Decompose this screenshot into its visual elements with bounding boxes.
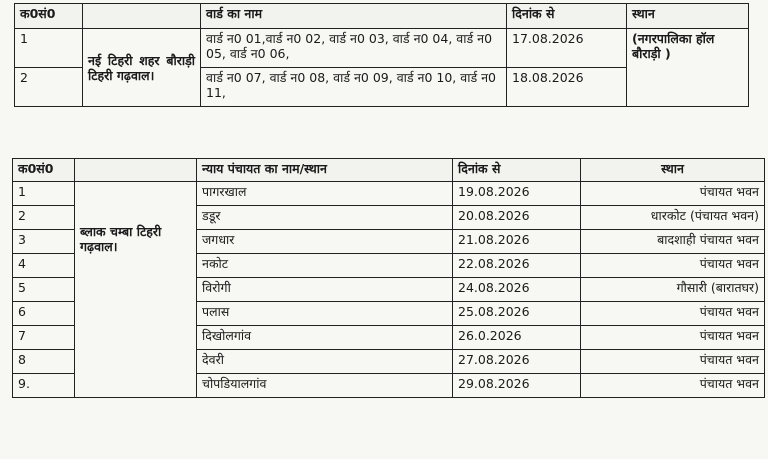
col-header-block	[75, 159, 197, 182]
panchayat-name: चोपडियालगांव	[197, 374, 453, 398]
table-header-row	[15, 4, 749, 29]
place-name: नई टिहरी शहर बौराड़ी टिहरी गढ़वाल।	[83, 29, 201, 107]
ward-names: वार्ड न0 07, वार्ड न0 08, वार्ड न0 09, वार्ड न0 10, वार्ड न0 11,	[201, 68, 507, 107]
date-from: 24.08.2026	[453, 278, 581, 302]
serial-number: 4	[13, 254, 75, 278]
col-header-date: दिनांक से	[453, 159, 581, 182]
serial-number: 6	[13, 302, 75, 326]
venue-name: पंचायत भवन	[581, 374, 765, 398]
serial-number: 7	[13, 326, 75, 350]
serial-number: 1	[13, 182, 75, 206]
date-from: 27.08.2026	[453, 350, 581, 374]
date-from: 22.08.2026	[453, 254, 581, 278]
ward-schedule-table	[14, 3, 749, 107]
date-from: 18.08.2026	[507, 68, 627, 107]
col-header-place	[83, 4, 201, 29]
serial-number: 8	[13, 350, 75, 374]
col-header-ward: वार्ड का नाम	[201, 4, 507, 29]
date-from: 26.0.2026	[453, 326, 581, 350]
col-header-panchayat: न्याय पंचायत का नाम/स्थान	[197, 159, 453, 182]
nyay-panchayat-schedule-table	[12, 158, 765, 398]
col-header-date: दिनांक से	[507, 4, 627, 29]
panchayat-name: पलास	[197, 302, 453, 326]
date-from: 21.08.2026	[453, 230, 581, 254]
venue-name: पंचायत भवन	[581, 326, 765, 350]
serial-number: 1	[15, 29, 83, 68]
venue-name: पंचायत भवन	[581, 302, 765, 326]
panchayat-name: देवरी	[197, 350, 453, 374]
col-header-venue: स्थान	[581, 159, 765, 182]
date-from: 17.08.2026	[507, 29, 627, 68]
venue-name: बादशाही पंचायत भवन	[581, 230, 765, 254]
col-header-sn: क0सं0	[13, 159, 75, 182]
serial-number: 5	[13, 278, 75, 302]
panchayat-name: पागरखाल	[197, 182, 453, 206]
block-name: ब्लाक चम्बा टिहरी गढ़वाल।	[75, 182, 197, 398]
venue-name: पंचायत भवन	[581, 182, 765, 206]
serial-number: 3	[13, 230, 75, 254]
venue-name: पंचायत भवन	[581, 350, 765, 374]
panchayat-name: विरोगी	[197, 278, 453, 302]
venue-name: धारकोट (पंचायत भवन)	[581, 206, 765, 230]
table-header-row	[13, 159, 765, 182]
venue-name: (नगरपालिका हॉल बौराड़ी )	[627, 29, 749, 107]
ward-names: वार्ड न0 01,वार्ड न0 02, वार्ड न0 03, वार्ड न0 04, वार्ड न0 05, वार्ड न0 06,	[201, 29, 507, 68]
serial-number: 2	[15, 68, 83, 107]
date-from: 29.08.2026	[453, 374, 581, 398]
panchayat-name: जगधार	[197, 230, 453, 254]
serial-number: 9.	[13, 374, 75, 398]
col-header-venue: स्थान	[627, 4, 749, 29]
table-row	[15, 29, 749, 68]
venue-name: पंचायत भवन	[581, 254, 765, 278]
panchayat-name: डडूर	[197, 206, 453, 230]
date-from: 20.08.2026	[453, 206, 581, 230]
serial-number: 2	[13, 206, 75, 230]
date-from: 25.08.2026	[453, 302, 581, 326]
date-from: 19.08.2026	[453, 182, 581, 206]
panchayat-name: नकोट	[197, 254, 453, 278]
panchayat-name: दिखोलगांव	[197, 326, 453, 350]
table-row	[13, 182, 765, 206]
venue-name: गौसारी (बारातघर)	[581, 278, 765, 302]
col-header-sn: क0सं0	[15, 4, 83, 29]
